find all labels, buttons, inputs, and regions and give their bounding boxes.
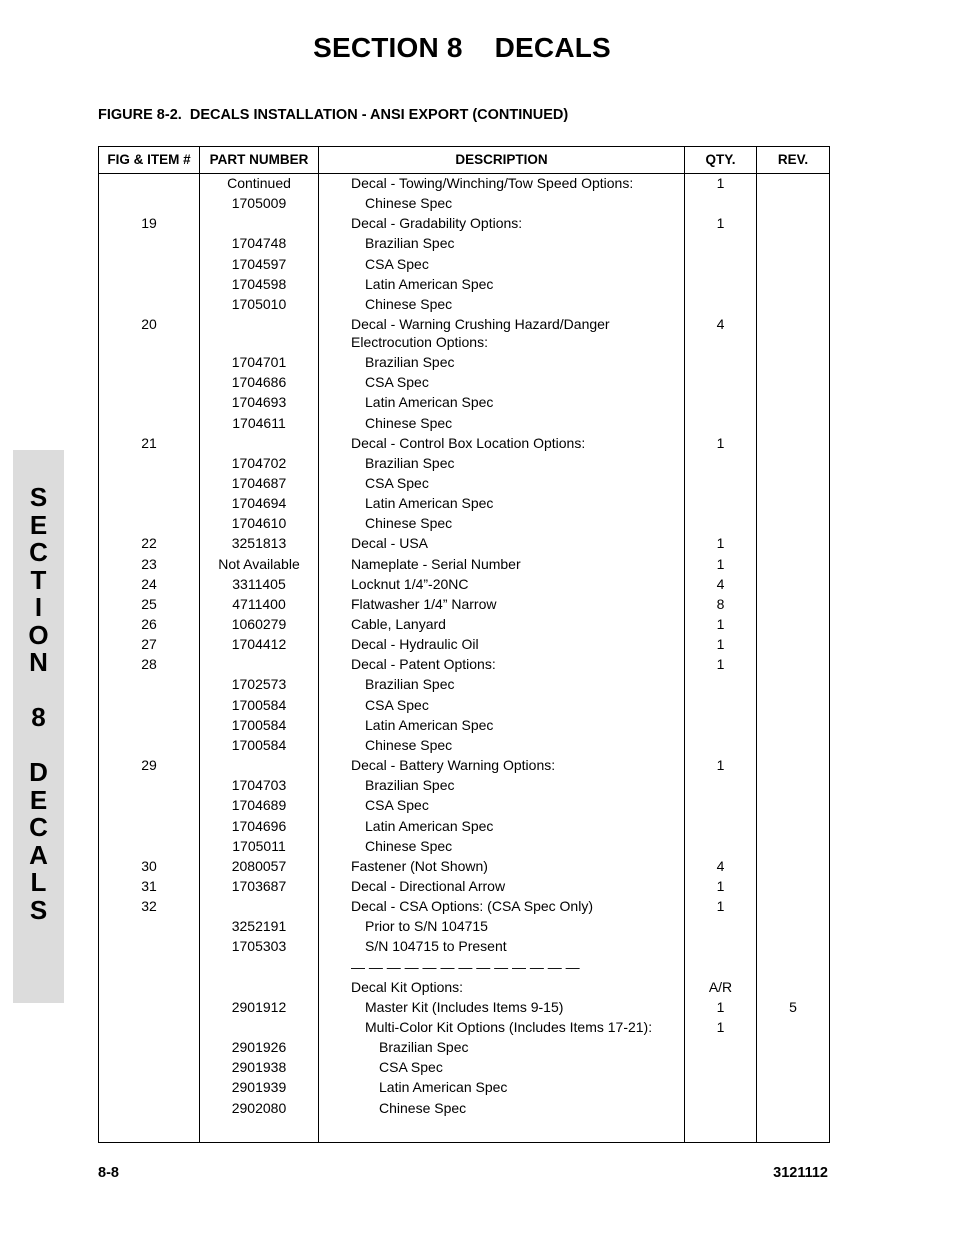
part-number-cell: 1704686: [231, 374, 287, 391]
part-number-cell: 1704687: [231, 474, 287, 491]
description-cell: Chinese Spec: [365, 736, 453, 753]
part-number-cell: 1060279: [231, 616, 287, 632]
description-cell: Master Kit (Includes Items 9-15): [365, 998, 564, 1015]
part-number-cell: 2901938: [231, 1059, 287, 1076]
qty-cell: A/R: [708, 978, 733, 995]
description-cell: Decal - Towing/Winching/Tow Speed Options:: [351, 175, 634, 191]
part-number-cell: 4711400: [232, 595, 286, 612]
parts-table: [98, 146, 830, 1143]
fig-item-cell: 31: [141, 877, 157, 894]
description-cell: Chinese Spec: [365, 295, 453, 312]
part-number-cell: 1704611: [232, 414, 286, 431]
description-cell: Multi-Color Kit Options (Includes Items 17-21):: [365, 1019, 653, 1035]
fig-item-cell: 27: [141, 636, 157, 653]
description-cell: Latin American Spec: [365, 817, 494, 834]
fig-item-cell: 30: [141, 857, 157, 874]
description-cell: Decal - Control Box Location Options:: [351, 434, 586, 451]
qty-cell: 1: [716, 1019, 725, 1035]
part-number-cell: 1704598: [231, 275, 287, 292]
part-number-cell: 1704748: [231, 235, 287, 252]
description-cell: Latin American Spec: [365, 716, 494, 733]
description-cell: Decal - CSA Options: (CSA Spec Only): [351, 898, 593, 915]
fig-item-cell: 24: [141, 575, 157, 592]
qty-cell: 1: [716, 434, 725, 451]
description-cell: Decal - Directional Arrow: [351, 877, 506, 894]
qty-cell: 8: [716, 595, 725, 612]
part-number-cell: 1703687: [231, 877, 287, 894]
description-cell: Fastener (Not Shown): [351, 857, 488, 874]
description-cell: Prior to S/N 104715: [365, 918, 488, 935]
description-cell: S/N 104715 to Present: [365, 938, 507, 955]
description-cell: Brazilian Spec: [379, 1039, 469, 1056]
qty-cell: 4: [716, 316, 725, 333]
column-divider: [756, 147, 757, 1142]
description-cell: Decal - Gradability Options:: [351, 215, 523, 232]
description-cell: Cable, Lanyard: [351, 616, 446, 632]
fig-item-cell: 25: [141, 595, 157, 612]
description-cell: Chinese Spec: [365, 837, 453, 854]
part-number-cell: 1705011: [232, 837, 286, 854]
fig-item-cell: 26: [141, 616, 157, 632]
description-cell: CSA Spec: [379, 1059, 443, 1076]
qty-cell: 4: [716, 575, 725, 592]
fig-item-cell: 22: [141, 535, 157, 552]
part-number-cell: 1700584: [231, 736, 287, 753]
description-cell: Brazilian Spec: [365, 676, 455, 693]
part-number-cell: 1702573: [231, 676, 287, 693]
description-cell: Decal Kit Options:: [351, 978, 464, 995]
part-number-cell: 1704693: [231, 394, 287, 411]
side-tab-label: S E C T I O N 8 D E C A L S: [28, 482, 49, 925]
part-number-cell: 2080057: [231, 857, 287, 874]
part-number-cell: 3252191: [231, 918, 287, 935]
description-cell: Decal - Patent Options:: [351, 656, 496, 673]
qty-cell: 1: [716, 898, 725, 915]
col-header-qty: QTY.: [705, 152, 736, 167]
description-cell: Chinese Spec: [365, 195, 453, 212]
part-number-cell: 2901926: [231, 1039, 287, 1056]
description-cell: CSA Spec: [365, 255, 429, 272]
description-cell: Decal - Battery Warning Options:: [351, 757, 556, 774]
part-number-cell: 1704701: [231, 354, 287, 371]
description-cell: Brazilian Spec: [365, 235, 455, 252]
part-number-cell: 2901939: [231, 1079, 287, 1096]
part-number-cell: 1704610: [231, 515, 287, 532]
description-cell: Brazilian Spec: [365, 454, 455, 471]
description-cell: CSA Spec: [365, 474, 429, 491]
fig-item-cell: 20: [141, 316, 157, 333]
part-number-cell: 1704412: [231, 636, 287, 653]
description-cell: Chinese Spec: [365, 414, 453, 431]
description-cell: Latin American Spec: [365, 275, 494, 292]
description-cell: Nameplate - Serial Number: [351, 555, 521, 572]
description-cell: Chinese Spec: [365, 515, 453, 532]
col-header-part: PART NUMBER: [209, 152, 309, 167]
part-number-cell: 1704696: [231, 817, 287, 834]
qty-cell: 1: [716, 616, 725, 632]
part-number-cell: 3311405: [232, 575, 286, 592]
part-number-cell: 1704694: [231, 495, 287, 512]
description-cell: Decal - USA: [351, 535, 429, 552]
part-number-cell: Not Available: [218, 555, 300, 572]
section-side-tab: [13, 450, 64, 1003]
part-number-cell: 1704689: [231, 797, 287, 814]
description-cell: Chinese Spec: [379, 1099, 467, 1116]
fig-item-cell: 28: [141, 656, 157, 673]
description-cell: Latin American Spec: [365, 394, 494, 411]
document-number: 3121112: [773, 1165, 828, 1181]
part-number-cell: 1705009: [231, 195, 287, 212]
qty-cell: 1: [716, 656, 725, 673]
fig-item-cell: 19: [141, 215, 157, 232]
col-header-rev: REV.: [777, 152, 809, 167]
figure-title: FIGURE 8-2. DECALS INSTALLATION - ANSI EXPORT (CONTINUED): [98, 107, 569, 123]
fig-item-cell: 32: [141, 898, 157, 915]
qty-cell: 4: [716, 857, 725, 874]
description-cell: Latin American Spec: [365, 495, 494, 512]
qty-cell: 1: [716, 877, 725, 894]
qty-cell: 1: [716, 998, 725, 1015]
description-cell: CSA Spec: [365, 696, 429, 713]
description-cell: Locknut 1/4”-20NC: [351, 575, 469, 592]
description-cell: Latin American Spec: [379, 1079, 508, 1096]
rev-cell: 5: [789, 998, 797, 1015]
column-divider: [318, 147, 319, 1142]
part-number-cell: 1700584: [231, 696, 287, 713]
description-cell: Decal - Hydraulic Oil: [351, 636, 479, 653]
qty-cell: 1: [716, 535, 725, 552]
col-header-description: DESCRIPTION: [455, 152, 548, 167]
description-cell: Flatwasher 1/4” Narrow: [351, 595, 497, 612]
part-number-cell: 1700584: [231, 716, 287, 733]
part-number-cell: 1705303: [231, 938, 287, 955]
fig-item-cell: 23: [141, 555, 157, 572]
description-cell: — — — — — — — — — — — — —: [351, 958, 580, 975]
part-number-cell: 1705010: [231, 295, 287, 312]
part-number-cell: 1704702: [231, 454, 287, 471]
part-number-cell: 1704703: [231, 777, 287, 794]
description-cell: Decal - Warning Crushing Hazard/Danger Electrocution Options:: [351, 316, 610, 351]
fig-item-cell: 21: [141, 434, 157, 451]
col-header-fig: FIG & ITEM #: [107, 152, 191, 167]
fig-item-cell: 29: [141, 757, 157, 774]
description-cell: CSA Spec: [365, 797, 429, 814]
part-number-cell: 1704597: [231, 255, 287, 272]
qty-cell: 1: [716, 757, 725, 774]
page-number: 8-8: [98, 1165, 119, 1181]
part-number-cell: 2902080: [231, 1099, 287, 1116]
description-cell: Brazilian Spec: [365, 354, 455, 371]
description-cell: Brazilian Spec: [365, 777, 455, 794]
qty-cell: 1: [716, 636, 725, 653]
description-cell: CSA Spec: [365, 374, 429, 391]
qty-cell: 1: [716, 215, 725, 232]
part-number-cell: Continued: [227, 175, 291, 191]
part-number-cell: 2901912: [231, 998, 287, 1015]
qty-cell: 1: [716, 555, 725, 572]
section-title: SECTION 8 DECALS: [313, 32, 611, 63]
part-number-cell: 3251813: [231, 535, 287, 552]
qty-cell: 1: [716, 175, 725, 191]
